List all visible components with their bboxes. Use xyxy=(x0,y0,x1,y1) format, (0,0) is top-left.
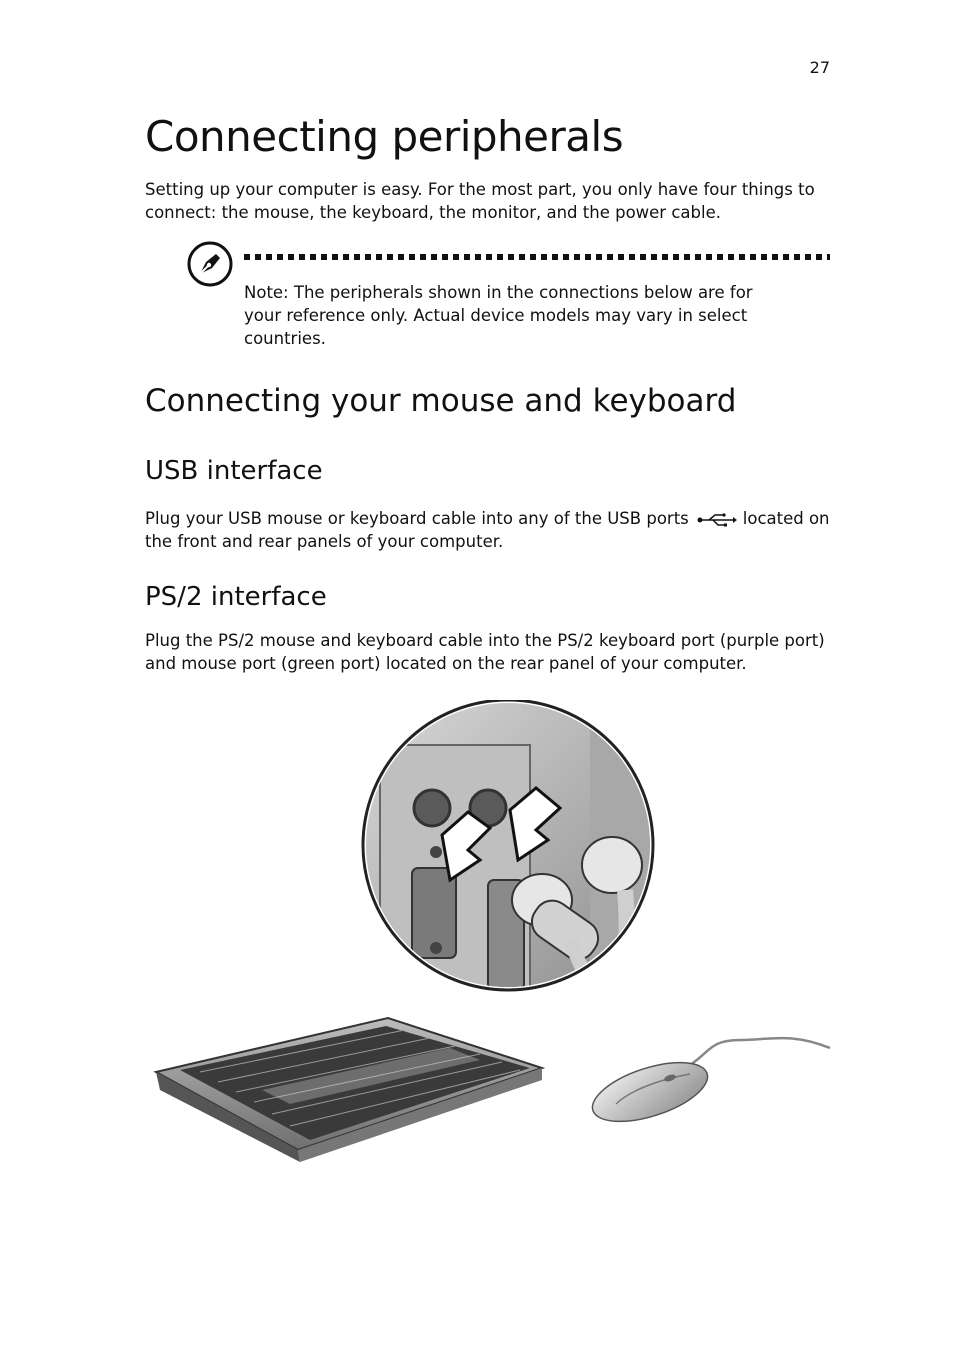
usb-paragraph xyxy=(145,507,835,553)
ps2-connection-illustration xyxy=(150,700,840,1170)
keyboard-illustration xyxy=(156,1018,542,1162)
note-dotted-rule xyxy=(244,254,830,260)
note-text xyxy=(244,281,764,350)
intro-paragraph: Setting up your computer is easy. For the most part, you only have four things to connect: the mouse, the keyboard, the monitor, and the power cable. xyxy=(145,180,815,222)
usb-text-before: Plug your USB mouse or keyboard cable into any of the USB ports xyxy=(145,509,689,528)
ps2-heading: PS/2 interface xyxy=(145,582,327,612)
note-pen-icon xyxy=(186,240,234,288)
page-title: Connecting peripherals xyxy=(145,112,624,161)
note-body: The peripherals shown in the connections below are for your reference only. Actual device models may vary in select countries. xyxy=(244,283,753,348)
page-number: 27 xyxy=(809,58,830,77)
usb-heading: USB interface xyxy=(145,456,323,486)
usb-text-after: located on the front and rear panels of your computer. xyxy=(145,509,830,551)
rear-panel-zoom xyxy=(360,700,660,1000)
section-heading: Connecting your mouse and keyboard xyxy=(145,383,737,419)
usb-icon xyxy=(697,513,737,527)
note-label: Note: xyxy=(244,283,289,302)
mouse-illustration xyxy=(586,1038,830,1133)
ps2-paragraph: Plug the PS/2 mouse and keyboard cable into the PS/2 keyboard port (purple port) and mouse port (green port) located on the rear panel of your computer. xyxy=(145,631,825,673)
